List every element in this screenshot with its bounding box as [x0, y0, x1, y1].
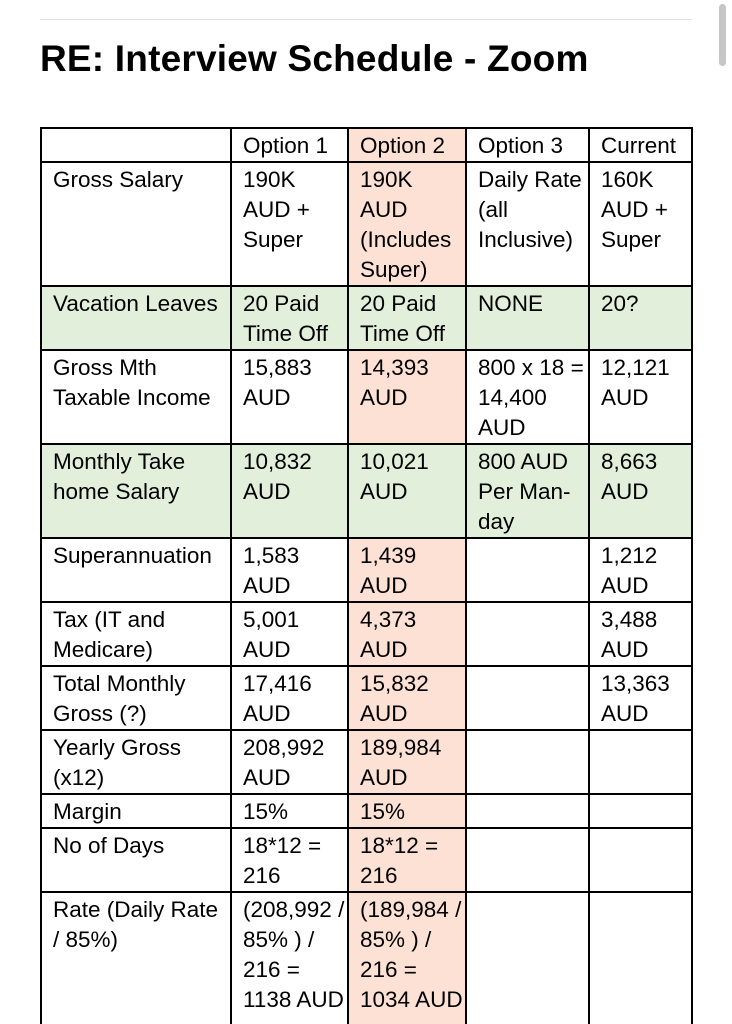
table-cell: 1,212 AUD: [589, 538, 692, 602]
table-cell: [466, 602, 589, 666]
table-cell: [589, 892, 692, 1024]
table-cell: 20?: [589, 286, 692, 350]
table-cell: 20 Paid Time Off: [348, 286, 466, 350]
table-cell: [466, 892, 589, 1024]
table-cell: 12,121 AUD: [589, 350, 692, 444]
header-divider: [40, 19, 692, 20]
header-cell-option-2: Option 2: [348, 128, 466, 162]
salary-comparison-table: [40, 127, 693, 1024]
row-label: Gross Mth Taxable Income: [41, 350, 231, 444]
table-cell: [589, 730, 692, 794]
table-row-no-of-days: [41, 828, 692, 892]
table-cell: [589, 828, 692, 892]
table-cell: 15,883 AUD: [231, 350, 348, 444]
table-cell: [466, 538, 589, 602]
table-cell: 208,992 AUD: [231, 730, 348, 794]
table-cell: 15%: [231, 794, 348, 828]
header-cell-blank: [41, 128, 231, 162]
table-cell: NONE: [466, 286, 589, 350]
header-cell-current: Current: [589, 128, 692, 162]
table-row-margin: [41, 794, 692, 828]
table-cell: (189,984 / 85% ) / 216 = 1034 AUD: [348, 892, 466, 1024]
row-label: Margin: [41, 794, 231, 828]
header-row: [41, 128, 692, 162]
row-label: Yearly Gross (x12): [41, 730, 231, 794]
table-row-rate: [41, 892, 692, 1024]
row-label: Vacation Leaves: [41, 286, 231, 350]
email-subject: RE: Interview Schedule - Zoom: [40, 38, 589, 79]
row-label: No of Days: [41, 828, 231, 892]
row-label: Superannuation: [41, 538, 231, 602]
header-cell-option-1: Option 1: [231, 128, 348, 162]
table-row-vacation-leaves: [41, 286, 692, 350]
table-cell: 190K AUD (Includes Super): [348, 162, 466, 286]
table-cell: 10,021 AUD: [348, 444, 466, 538]
table-cell: 10,832 AUD: [231, 444, 348, 538]
table-cell: Daily Rate (all Inclusive): [466, 162, 589, 286]
table-row-yearly-gross: [41, 730, 692, 794]
table-cell: 800 AUD Per Man-day: [466, 444, 589, 538]
table-cell: 190K AUD + Super: [231, 162, 348, 286]
table-cell: 17,416 AUD: [231, 666, 348, 730]
row-label: Rate (Daily Rate / 85%): [41, 892, 231, 1024]
table-cell: 18*12 = 216: [231, 828, 348, 892]
table-cell: 15%: [348, 794, 466, 828]
table-row-superannuation: [41, 538, 692, 602]
table-cell: 3,488 AUD: [589, 602, 692, 666]
table-cell: [466, 730, 589, 794]
table-cell: 20 Paid Time Off: [231, 286, 348, 350]
table-cell: 15,832 AUD: [348, 666, 466, 730]
table-cell: 8,663 AUD: [589, 444, 692, 538]
table-cell: 13,363 AUD: [589, 666, 692, 730]
table-cell: 18*12 = 216: [348, 828, 466, 892]
table-row-tax: [41, 602, 692, 666]
table-cell: 5,001 AUD: [231, 602, 348, 666]
table-cell: 1,439 AUD: [348, 538, 466, 602]
scrollbar[interactable]: [719, 4, 726, 66]
table-row-total-monthly-gross: [41, 666, 692, 730]
row-label: Total Monthly Gross (?): [41, 666, 231, 730]
table-cell: [589, 794, 692, 828]
row-label: Tax (IT and Medicare): [41, 602, 231, 666]
table-row-gross-mth-taxable-income: [41, 350, 692, 444]
table-row-gross-salary: [41, 162, 692, 286]
row-label: Monthly Take home Salary: [41, 444, 231, 538]
table-cell: 1,583 AUD: [231, 538, 348, 602]
header-cell-option-3: Option 3: [466, 128, 589, 162]
table-cell: (208,992 / 85% ) / 216 = 1138 AUD: [231, 892, 348, 1024]
table-cell: [466, 828, 589, 892]
table-cell: 14,393 AUD: [348, 350, 466, 444]
table-cell: 160K AUD + Super: [589, 162, 692, 286]
table-cell: [466, 666, 589, 730]
table-cell: 4,373 AUD: [348, 602, 466, 666]
table-cell: 800 x 18 = 14,400 AUD: [466, 350, 589, 444]
table-cell: 189,984 AUD: [348, 730, 466, 794]
table-cell: [466, 794, 589, 828]
row-label: Gross Salary: [41, 162, 231, 286]
table-row-monthly-take-home: [41, 444, 692, 538]
